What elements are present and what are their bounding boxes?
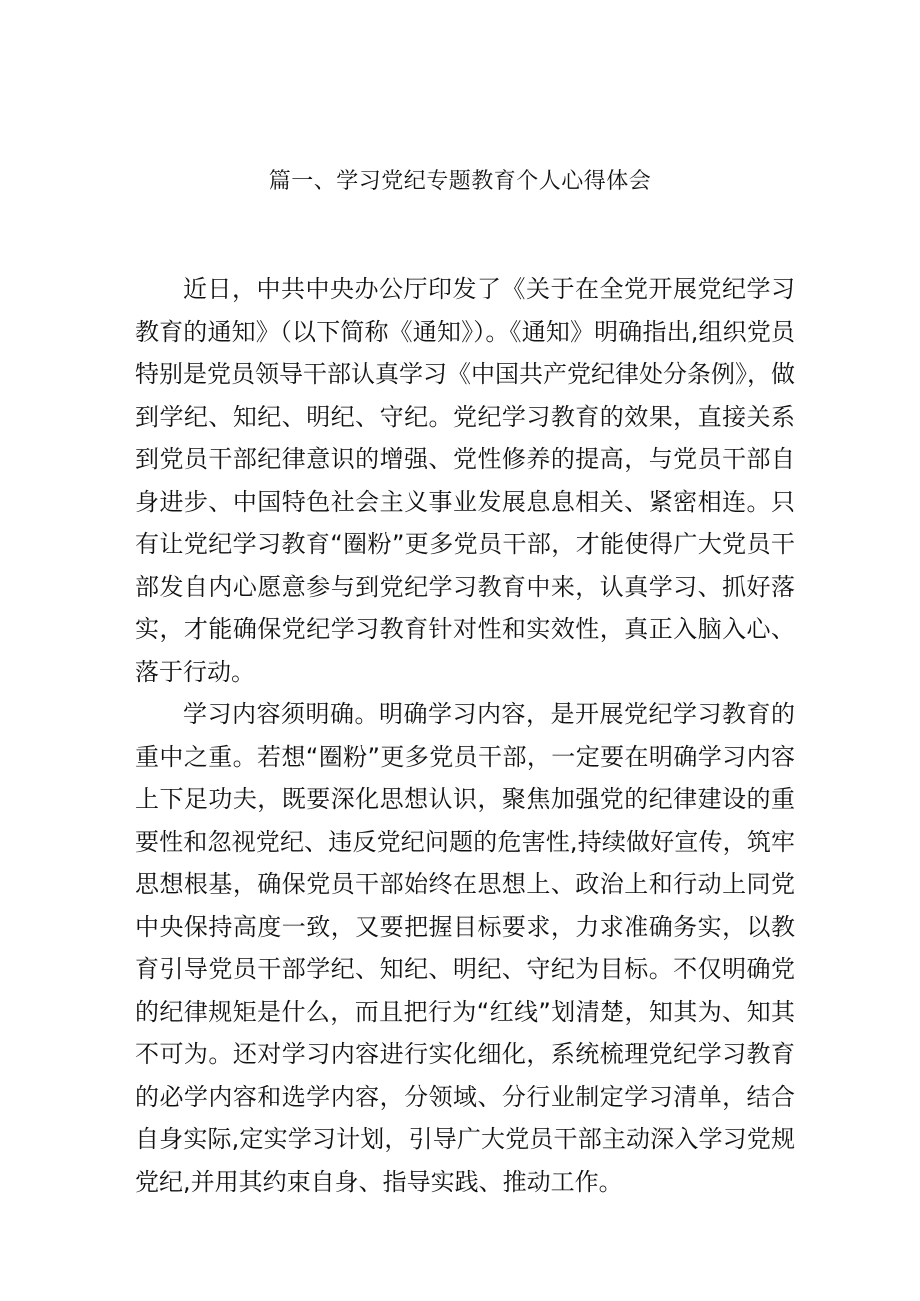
document-body [135, 268, 795, 1203]
document-title: 篇一、学习党纪专题教育个人心得体会 [268, 169, 652, 194]
paragraph-2: 学习内容须明确。明确学习内容，是开展党纪学习教育的重中之重。若想“圈粉”更多党员干部，一定要在明确学习内容上下足功夫，既要深化思想认识，聚焦加强党的纪律建设的重要性和忽视党纪、违反党纪问题的危害性,持续做好宣传，筑牢思想根基，确保党员干部始终在思想上、政治上和行动上同党中央保持高度一致，又要把握目标要求，力求准确务实，以教育引导党员干部学纪、知纪、明纪、守纪为目标。不仅明确党的纪律规矩是什么，而且把行为“红线”划清楚，知其为、知其不可为。还对学习内容进行实化细化，系统梳理党纪学习教育的必学内容和选学内容，分领域、分行业制定学习清单，结合自身实际,定实学习计划，引导广大党员干部主动深入学习党规党纪,并用其约束自身、指导实践、推动工作。 [135, 700, 795, 1196]
paragraph-1: 近日，中共中央办公厅印发了《关于在全党开展党纪学习教育的通知》（以下简称《通知》）。《通知》明确指出,组织党员特别是党员领导干部认真学习《中国共产党纪律处分条例》，做到学纪、知纪、明纪、守纪。党纪学习教育的效果，直接关系到党员干部纪律意识的增强、党性修养的提高，与党员干部自身进步、中国特色社会主义事业发展息息相关、紧密相连。只有让党纪学习教育“圈粉”更多党员干部，才能使得广大党员干部发自内心愿意参与到党纪学习教育中来，认真学习、抓好落实，才能确保党纪学习教育针对性和实效性，真正入脑入心、落于行动。 [135, 275, 795, 686]
